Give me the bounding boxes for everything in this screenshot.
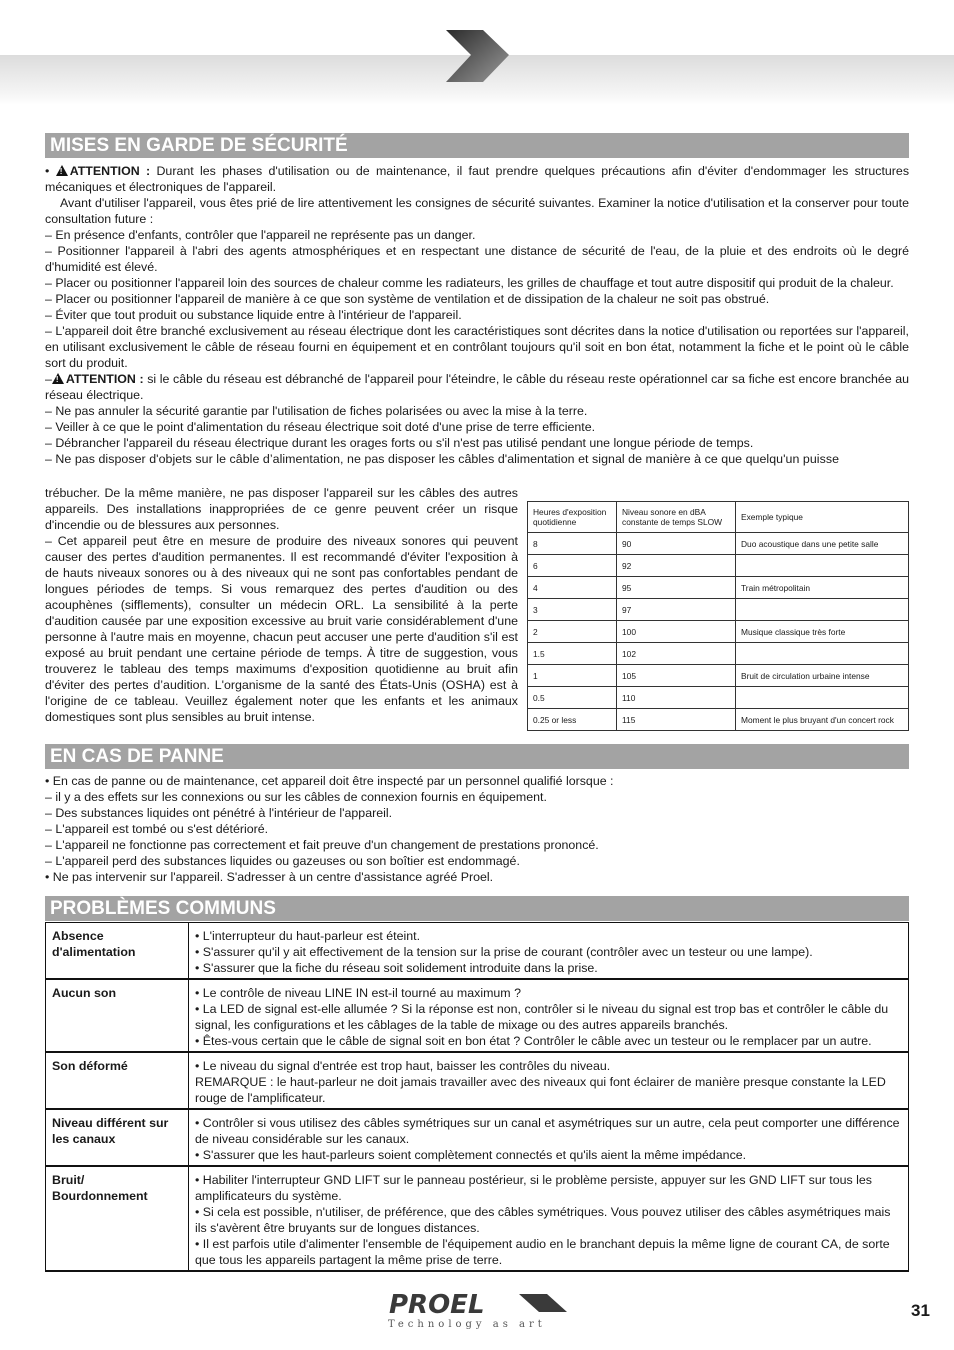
problems-table	[45, 922, 909, 1272]
proel-logo	[387, 1291, 569, 1317]
table-row: 3 97	[528, 599, 909, 621]
problem-key: Absence d'alimentation	[46, 923, 189, 980]
list-item: – Positionner l'appareil à l'abri des agents atmosphériques et en respectant une distance de sécurité de l'eau, de la pluie et des endroits où le degré d'humidité est élevé.	[45, 244, 909, 274]
list-item: – L'appareil ne fonctionne pas correctement et fait preuve d'un changement de prestations prononcé.	[45, 838, 599, 852]
table-row: 1 105 Bruit de circulation urbaine intense	[528, 665, 909, 687]
safety-intro2: Avant d'utiliser l'appareil, vous êtes prié de lire attentivement les consignes de sécurité suivantes. Examiner la notice d'utilisation et la conserver pour toute consultation future :	[45, 196, 909, 226]
table-header: Exemple typique	[736, 502, 909, 533]
problem-solutions: • Contrôler si vous utilisez des câbles symétriques sur un canal et asymétriques sur un autre, cela peut comporter une différence de niveau considérable sur les canaux. • S'assurer que les haut-parleurs soient complètement connectés et qu'ils aient la même impédance.	[189, 1109, 909, 1166]
section-title-problems: PROBLÈMES COMMUNS	[45, 896, 909, 921]
list-item: –! ATTENTION : si le câble du réseau est débranché de l'appareil pour l'éteindre, le câble du réseau reste opérationnel car sa fiche est encore branchée au réseau électrique.	[45, 371, 909, 403]
list-item: – Placer ou positionner l'appareil de manière à ce que son système de ventilation et de dissipation de la chaleur ne soit pas obstrué.	[45, 292, 770, 306]
list-item: – L'appareil doit être branché exclusivement au réseau électrique dont les caractéristiques sont décrites dans la notice d'utilisation ou reportées sur l'appareil, en utilisant exclusivement le câble de réseau fourni en équipement et en contrôlant toujours qu'il soit en bon état, notamment la fiche et le point où le câble sort du produit.	[45, 324, 909, 370]
problem-solutions: • Le niveau du signal d'entrée est trop haut, baisser les contrôles du niveau. REMARQUE : le haut-parleur ne doit jamais travailler avec des niveaux qui font éclairer de manière presque constante la LED rouge de l'amplificateur.	[189, 1052, 909, 1109]
page-number: 31	[911, 1301, 930, 1320]
table-row	[46, 1109, 909, 1166]
warning-icon	[52, 373, 64, 384]
problem-solutions: • Le contrôle de niveau LINE IN est-il tourné au maximum ? • La LED de signal est-elle allumée ? Si la réponse est non, contrôler si le niveau du signal est trop bas et contrôler le câble du signal, les configurations et les câblages de la table de mixage ou des autres appareils branchés. • Êtes-vous certain que le câble de signal soit en bon état ? Contrôler le câble avec un testeur ou le remplacer par un autre.	[189, 979, 909, 1052]
noise-exposure-table	[527, 501, 909, 731]
list-item: – Des substances liquides ont pénétré à l'intérieur de l'appareil.	[45, 806, 393, 820]
problem-key: Aucun son	[46, 979, 189, 1052]
list-item: trébucher. De la même manière, ne pas disposer l'appareil sur les câbles des autres appareils. Des installations inappropriées de ce genre peuvent créer un risque d'incendie ou de blessures aux personnes.	[45, 486, 518, 532]
safety-text-left	[45, 485, 518, 725]
panne-list	[45, 773, 909, 885]
safety-text	[45, 163, 909, 467]
problem-key: Bruit/ Bourdonnement	[46, 1166, 189, 1271]
list-item: • En cas de panne ou de maintenance, cet appareil doit être inspecté par un personnel qualifié lorsque :	[45, 774, 614, 788]
problem-solutions: • Habiliter l'interrupteur GND LIFT sur le panneau postérieur, si le problème persiste, appuyer sur les GND LIFT sur tous les amplificateurs du système. • Si cela est possible, n'utiliser, de préférence, que des câbles symétriques. Vous pouvez utiliser des câbles asymétriques mais ils s'avèrent être bruyants sur de longues distances. • Il est parfois utile d'alimenter l'ensemble de l'équipement audio en le branchant depuis la même ligne de courant CA, de sorte que tous les appareils partagent la même prise de terre.	[189, 1166, 909, 1271]
table-row: 1.5 102	[528, 643, 909, 665]
table-row	[46, 1166, 909, 1271]
chevron-logo-icon	[443, 28, 513, 84]
list-item: – En présence d'enfants, contrôler que l'appareil ne représente pas un danger.	[45, 228, 476, 242]
list-item: – Cet appareil peut être en mesure de produire des niveaux sonores qui peuvent causer des pertes d'audition permanentes. Il est recommandé d'éviter l'exposition à de hauts niveaux sonores ou à des niveaux qui ne sont pas confortables pendant de longues périodes de temps. Si vous remarquez des pertes d'audition ou des acouphènes (sifflements), consulter un médecin ORL. La sensibilité à la perte d'audition causée par une exposition excessive au bruit varie considérablement d'une personne à l'autre mais en moyenne, chacun peut accuser une perte d'audition s'il est exposé au bruit pendant une certaine période de temps. À titre de suggestion, vous trouverez le tableau des temps maximums d'exposition quotidienne au bruit afin d'éviter des pertes d’audition. L'organisme de la santé des États-Unis (OSHA) est à l'origine de ce tableau. Veuillez également noter que les enfants et les animaux domestiques sont plus sensibles au bruit intense.	[45, 534, 518, 724]
table-row	[46, 979, 909, 1052]
table-header: Niveau sonore en dBA constante de temps SLOW	[617, 502, 736, 533]
safety-intro: • !ATTENTION : Durant les phases d'utilisation ou de maintenance, il faut prendre quelques précautions afin d'éviter d'endommager les structures mécaniques et électroniques de l'appareil.	[45, 163, 909, 195]
section-title-safety: MISES EN GARDE DE SÉCURITÉ	[45, 133, 909, 158]
table-row: 8 90 Duo acoustique dans une petite salle	[528, 533, 909, 555]
warning-icon	[56, 165, 68, 176]
list-item: – L'appareil est tombé ou s'est détérioré.	[45, 822, 269, 836]
table-row	[46, 1052, 909, 1109]
list-item: – il y a des effets sur les connexions ou sur les câbles de connexion fournis en équipement.	[45, 790, 547, 804]
list-item: – Ne pas annuler la sécurité garantie par l'utilisation de fiches polarisées ou avec la mise à la terre.	[45, 404, 588, 418]
svg-text:PROEL: PROEL	[389, 1291, 485, 1317]
problem-key: Niveau différent sur les canaux	[46, 1109, 189, 1166]
list-item: – Débrancher l'appareil du réseau électrique durant les orages forts ou s'il n'est pas utilisé pendant une longue période de temps.	[45, 436, 754, 450]
list-item: – Ne pas disposer d'objets sur le câble d’alimentation, ne pas disposer les câbles d'alimentation et signal de manière à ce que quelqu'un puisse	[45, 452, 840, 466]
table-header: Heures d'exposition quotidienne	[528, 502, 617, 533]
list-item: – Veiller à ce que le point d'alimentation du réseau électrique soit doté d'une prise de terre efficiente.	[45, 420, 596, 434]
tagline: Technology as art	[388, 1319, 546, 1330]
list-item: – Éviter que tout produit ou substance liquide entre à l'intérieur de l'appareil.	[45, 308, 462, 322]
table-row: 0.25 or less 115 Moment le plus bruyant d'un concert rock	[528, 709, 909, 731]
table-row: 0.5 110	[528, 687, 909, 709]
section-title-panne: EN CAS DE PANNE	[45, 744, 909, 769]
table-row	[46, 923, 909, 980]
table-row: 6 92	[528, 555, 909, 577]
list-item: – Placer ou positionner l'appareil loin des sources de chaleur comme les radiateurs, les grilles de chauffage et tout autre dispositif qui produit de la chaleur.	[45, 276, 894, 290]
problem-solutions: • L'interrupteur du haut-parleur est éteint. • S'assurer qu'il y ait effectivement de la tension sur la prise de courant (contrôler avec un testeur ou une lampe). • S'assurer que la fiche du réseau soit solidement introduite dans la prise.	[189, 923, 909, 980]
list-item: – L'appareil perd des substances liquides ou gazeuses ou son boîtier est endommagé.	[45, 854, 520, 868]
problem-key: Son déformé	[46, 1052, 189, 1109]
table-row: 4 95 Train métropolitain	[528, 577, 909, 599]
list-item: • Ne pas intervenir sur l'appareil. S'adresser à un centre d'assistance agréé Proel.	[45, 870, 494, 884]
table-row: 2 100 Musique classique très forte	[528, 621, 909, 643]
